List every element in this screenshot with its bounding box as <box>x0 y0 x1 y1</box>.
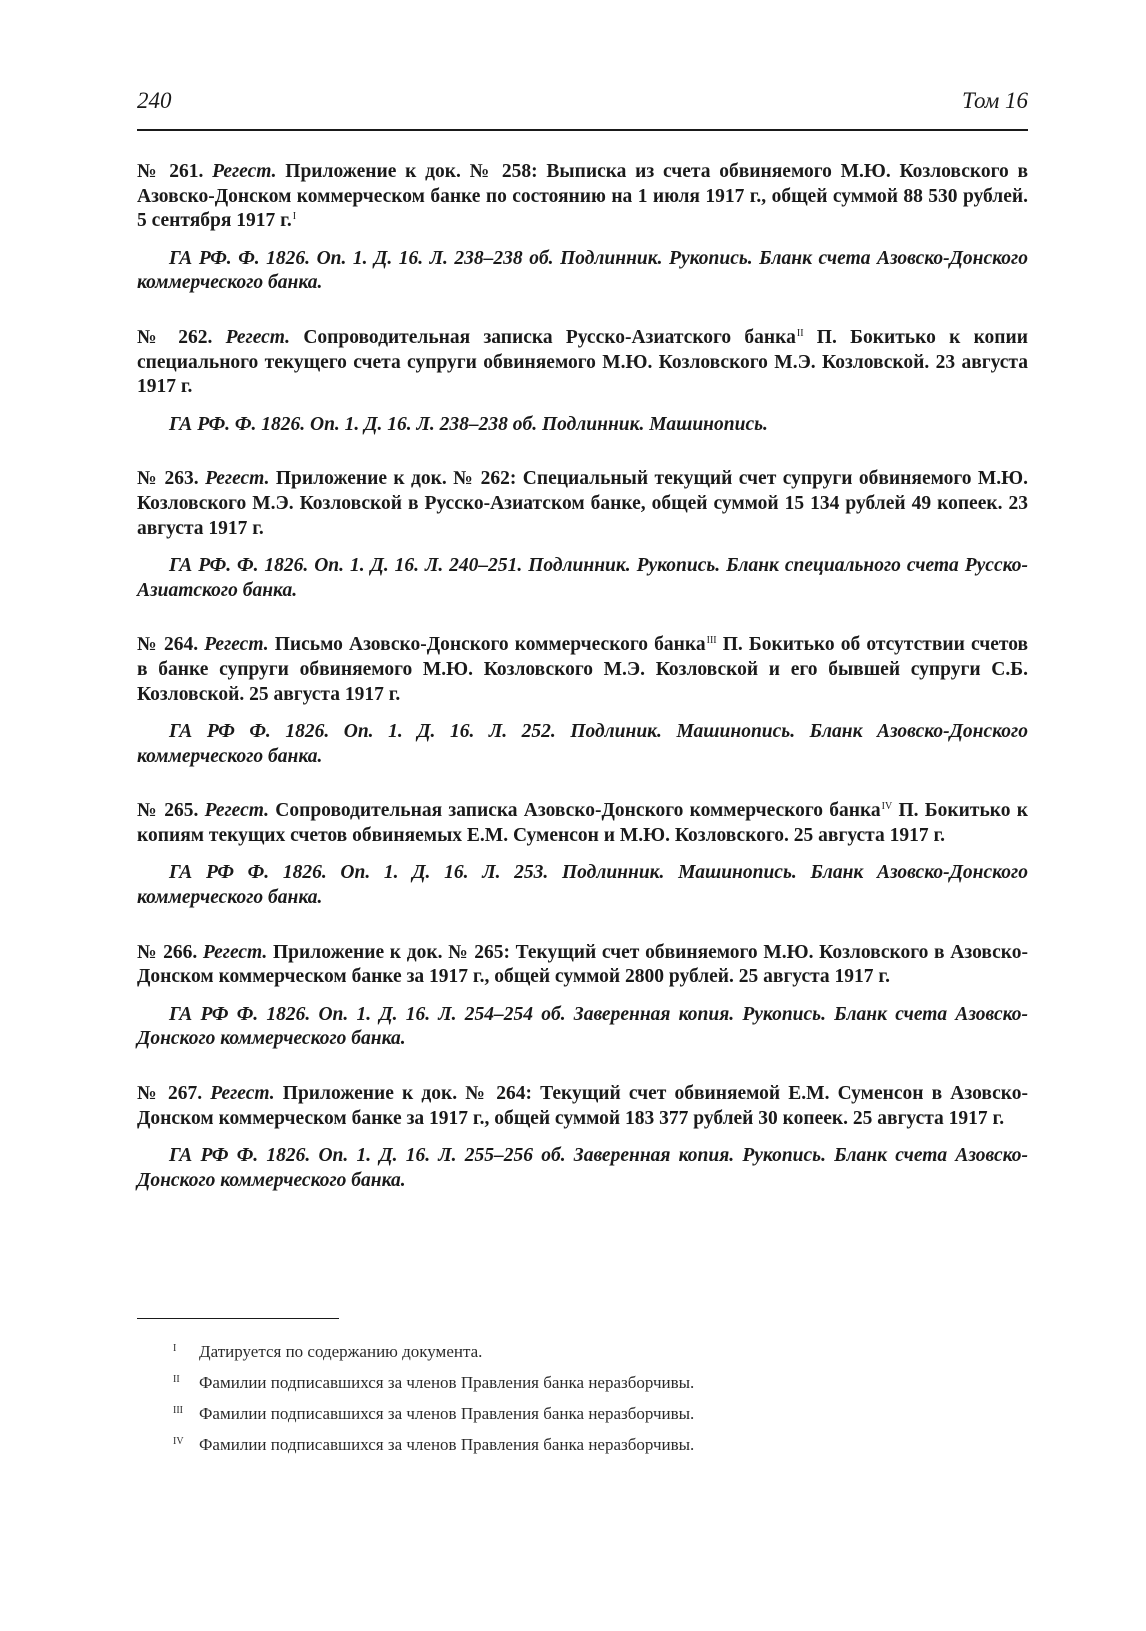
entry-description: Письмо Азовско-Донского коммерческого банка <box>274 634 706 656</box>
entry-description: Приложение к док. № 264: Текущий счет обвиняемой Е.М. Суменсон в Азовско-Донском коммерческом банке за 1917 г., общей суммой 183 377 рублей 30 копеек. 25 августа 1917 г. <box>137 1083 1029 1129</box>
entry-text <box>137 467 1028 541</box>
footnote-mark: II <box>173 1374 180 1385</box>
regest-label: Регест. <box>204 634 269 656</box>
footnote-text: Фамилии подписавшихся за членов Правления банка неразборчивы. <box>199 1404 695 1423</box>
entry-text <box>137 160 1028 234</box>
entry-264 <box>137 633 1028 769</box>
entry-description-cont: П. Бокитько об отсутствии счетов в банке супруги обвиняемого М.Ю. Козловского М.Э. Козловской и его бывшей супруги С.Б. Козловской. 25 августа 1917 г. <box>137 634 1028 705</box>
regest-label: Регест. <box>212 161 277 182</box>
archive-source: ГА РФ. Ф. 1826. Оп. 1. Д. 16. Л. 238–238 об. Подлинник. Машинопись. <box>169 413 768 435</box>
entry-number: № 262. <box>137 326 213 348</box>
archive-source: ГА РФ Ф. 1826. Оп. 1. Д. 16. Л. 254–254 об. Заверенная копия. Рукопись. Бланк счета Азовско-Донского коммерческого банка. <box>137 1003 1028 1050</box>
entry-263 <box>137 467 1028 603</box>
regest-label: Регест. <box>204 800 270 822</box>
entry-number: № 261. <box>137 161 204 182</box>
page-number: 240 <box>137 88 172 113</box>
entry-description-cont: П. Бокитько к копиям текущих счетов обвиняемых Е.М. Суменсон и М.Ю. Козловского. 25 августа 1917 г. <box>137 800 1028 846</box>
entry-267 <box>137 1082 1028 1193</box>
entry-number: № 267. <box>137 1083 203 1105</box>
entry-number: № 264. <box>137 634 199 656</box>
footnote-text: Датируется по содержанию документа. <box>199 1342 483 1361</box>
footnote-ref[interactable]: III <box>706 635 717 647</box>
footnote-list <box>137 1338 1028 1462</box>
entry-266 <box>137 941 1028 1052</box>
entry-description: Сопроводительная записка Азовско-Донского коммерческого банка <box>275 800 881 822</box>
archive-source: ГА РФ Ф. 1826. Оп. 1. Д. 16. Л. 255–256 об. Заверенная копия. Рукопись. Бланк счета Азовско-Донского коммерческого банка. <box>137 1145 1028 1191</box>
entry-number: № 265. <box>137 800 199 822</box>
footnote <box>137 1369 1028 1400</box>
entry-261 <box>137 160 1028 296</box>
header-rule <box>137 129 1028 131</box>
footnote-text: Фамилии подписавшихся за членов Правления банка неразборчивы. <box>199 1373 695 1392</box>
regest-label: Регест. <box>225 326 291 348</box>
entry-description-cont: П. Бокитько к копии специального текущего счета супруги обвиняемого М.Ю. Козловского М.Э. Козловской. 23 августа 1917 г. <box>137 326 1029 398</box>
volume-label: Том 16 <box>961 88 1028 113</box>
footnote-text: Фамилии подписавшихся за членов Правления банка неразборчивы. <box>199 1435 695 1454</box>
footnote <box>137 1431 1028 1462</box>
archive-source: ГА РФ Ф. 1826. Оп. 1. Д. 16. Л. 253. Подлинник. Машинопись. Бланк Азовско-Донского коммерческого банка. <box>137 862 1028 909</box>
regest-label: Регест. <box>210 1083 275 1105</box>
entry-description: Приложение к док. № 265: Текущий счет обвиняемого М.Ю. Козловского в Азовско-Донском коммерческом банке за 1917 г., общей суммой 2800 рублей. 25 августа 1917 г. <box>137 941 1028 988</box>
entry-265 <box>137 799 1028 910</box>
footnote-ref[interactable]: II <box>796 327 804 339</box>
footnote-mark: IV <box>173 1436 184 1447</box>
entry-description: Приложение к док. № 262: Специальный текущий счет супруги обвиняемого М.Ю. Козловского М.Э. Козловской в Русско-Азиатском банке, общей суммой 15 134 рублей 49 копеек. 23 августа 1917 г. <box>137 468 1029 539</box>
regest-label: Регест. <box>205 468 270 490</box>
page-header <box>137 88 1028 114</box>
entry-number: № 263. <box>137 468 199 490</box>
archive-source: ГА РФ. Ф. 1826. Оп. 1. Д. 16. Л. 240–251. Подлинник. Рукопись. Бланк специального счета Русско-Азиатского банка. <box>137 555 1028 601</box>
footnote-ref[interactable]: I <box>292 211 297 223</box>
entry-text <box>137 799 1028 848</box>
entry-262 <box>137 326 1028 437</box>
entry-description: Приложение к док. № 258: Выписка из счета обвиняемого М.Ю. Козловского в Азовско-Донском коммерческом банке по состоянию на 1 июля 1917 г., общей суммой 88 530 рублей. 5 сентября 1917 г. <box>137 161 1028 232</box>
entry-text <box>137 633 1028 707</box>
footnote-mark: III <box>173 1405 183 1416</box>
entry-text <box>137 1082 1028 1131</box>
entry-description: Сопроводительная записка Русско-Азиатского банка <box>303 326 796 348</box>
entry-number: № 266. <box>137 941 198 963</box>
footnote-rule <box>137 1318 339 1319</box>
footnote-ref[interactable]: IV <box>881 801 893 813</box>
entry-list <box>137 160 1028 1223</box>
footnote <box>137 1338 1028 1369</box>
entry-text <box>137 326 1028 400</box>
archive-source: ГА РФ Ф. 1826. Оп. 1. Д. 16. Л. 252. Подлиник. Машинопись. Бланк Азовско-Донского коммерческого банка. <box>137 721 1028 767</box>
archive-source: ГА РФ. Ф. 1826. Оп. 1. Д. 16. Л. 238–238 об. Подлинник. Рукопись. Бланк счета Азовско-Донского коммерческого банка. <box>137 247 1028 294</box>
regest-label: Регест. <box>202 941 268 963</box>
footnote-mark: I <box>173 1343 177 1354</box>
footnote <box>137 1400 1028 1431</box>
entry-text <box>137 941 1028 990</box>
